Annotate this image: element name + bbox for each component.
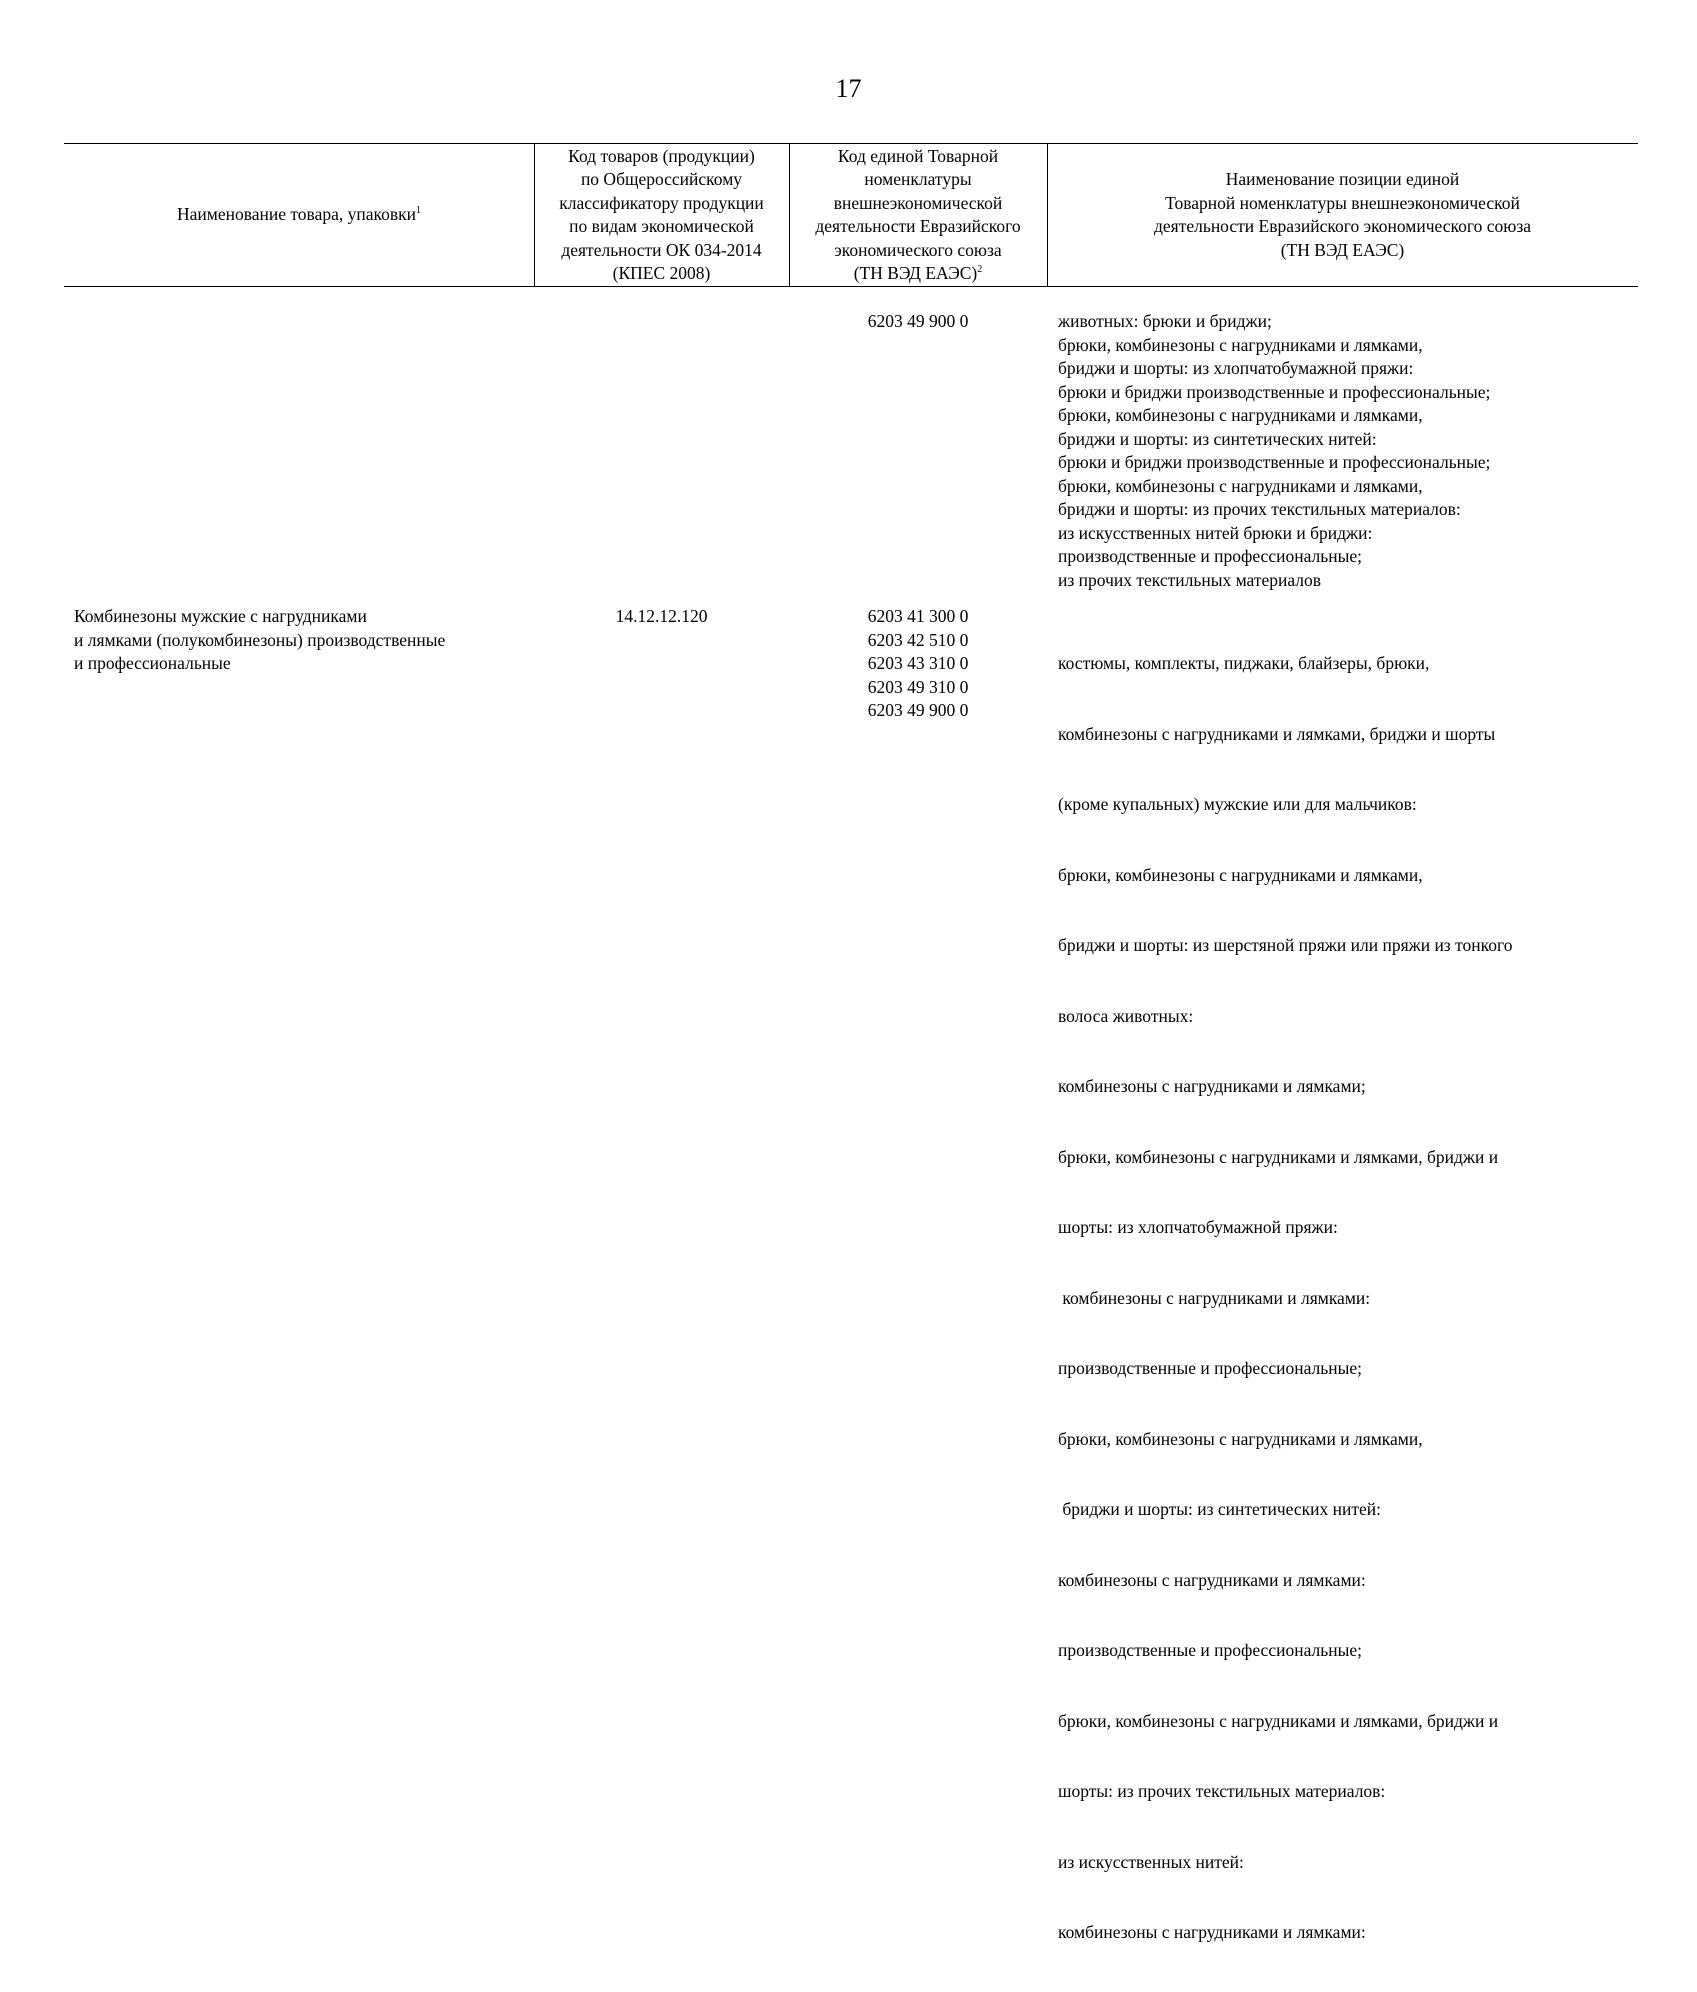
description-line: комбинезоны с нагрудниками и лямками: <box>1058 1287 1371 1308</box>
header-line: (КПЕС 2008) <box>612 263 711 283</box>
tnved-code: 6203 42 510 0 <box>867 629 969 650</box>
description-line: брюки, комбинезоны с нагрудниками и лямками, <box>1058 405 1423 425</box>
tnved-code: 6203 49 310 0 <box>867 676 969 697</box>
tnved-code: 6203 41 300 0 <box>867 606 969 626</box>
description-line: (кроме купальных) мужские или для мальчиков: <box>1058 794 1417 814</box>
header-line: экономического союза <box>834 239 1002 260</box>
footnote-1-marker: 1 <box>416 205 421 217</box>
header-line: по видам экономической <box>569 216 754 236</box>
description-line: брюки, комбинезоны с нагрудниками и лямками, <box>1058 475 1423 496</box>
table-body <box>64 287 1638 1942</box>
description-line: брюки, комбинезоны с нагрудниками и лямками, <box>1058 334 1423 355</box>
header-line: классификатору продукции <box>559 192 764 213</box>
header-line: Код единой Товарной <box>837 145 999 166</box>
description-line: бриджи и шорты: из шерстяной пряжи или пряжи из тонкого <box>1058 935 1513 955</box>
header-line: внешнеэкономической <box>833 192 1003 213</box>
header-line: номенклатуры <box>864 169 972 189</box>
header-line: деятельности Евразийского экономического союза <box>1153 216 1532 236</box>
goods-name-line: и профессиональные <box>74 653 231 673</box>
page-number: 17 <box>835 74 862 103</box>
description-line: из искусственных нитей брюки и бриджи: <box>1058 522 1373 543</box>
table-row-1-okpd-code <box>534 605 789 629</box>
description-line: комбинезоны с нагрудниками и лямками, бриджи и шорты <box>1058 723 1496 744</box>
header-line: Код товаров (продукции) <box>568 145 755 166</box>
tnved-code: 6203 49 900 0 <box>867 700 969 720</box>
description-line: бриджи и шорты: из синтетических нитей: <box>1058 1499 1381 1519</box>
description-line: комбинезоны с нагрудниками и лямками: <box>1058 1922 1366 1942</box>
header-line: деятельности Евразийского <box>815 216 1021 236</box>
header-line: (ТН ВЭД ЕАЭС) <box>1280 239 1405 260</box>
table-row-1-goods-name <box>74 605 445 676</box>
goods-name-line: и лямками (полукомбинезоны) производственные <box>74 629 446 650</box>
goods-table <box>64 143 1638 1942</box>
description-line: бриджи и шорты: из синтетических нитей: <box>1058 428 1377 449</box>
header-line: деятельности ОК 034-2014 <box>561 239 762 260</box>
header-goods-name <box>64 144 534 286</box>
description-line: бриджи и шорты: из прочих текстильных материалов: <box>1058 499 1461 519</box>
goods-name-line: Комбинезоны мужские с нагрудниками <box>74 606 367 626</box>
table-row-1-description <box>1058 605 1513 1992</box>
table-row-0-description <box>1058 310 1490 592</box>
description-line: брюки, комбинезоны с нагрудниками и лямками, <box>1058 1428 1423 1449</box>
description-line: брюки, комбинезоны с нагрудниками и лямками, <box>1058 864 1423 885</box>
tnved-code: 6203 43 310 0 <box>867 653 969 673</box>
header-line: (ТН ВЭД ЕАЭС) <box>853 263 978 283</box>
header-line: Наименование позиции единой <box>1225 169 1460 189</box>
header-okpd-code <box>534 144 789 286</box>
description-line: брюки и бриджи производственные и профессиональные; <box>1058 452 1491 472</box>
description-line: брюки, комбинезоны с нагрудниками и лямками, бриджи и <box>1058 1146 1499 1167</box>
description-line: из прочих текстильных материалов <box>1058 569 1322 590</box>
description-line: животных: брюки и бриджи; <box>1058 311 1272 331</box>
tnved-code: 6203 49 900 0 <box>867 311 969 331</box>
header-line: по Общероссийскому <box>580 169 743 189</box>
description-line: комбинезоны с нагрудниками и лямками; <box>1058 1076 1366 1096</box>
description-line: костюмы, комплекты, пиджаки, блайзеры, брюки, <box>1058 653 1430 673</box>
table-header <box>64 143 1638 287</box>
description-line: производственные и профессиональные; <box>1058 1640 1362 1660</box>
description-line: комбинезоны с нагрудниками и лямками: <box>1058 1569 1366 1590</box>
header-tnved-position-name <box>1047 144 1638 286</box>
okpd-code: 14.12.12.120 <box>615 606 708 626</box>
description-line: шорты: из хлопчатобумажной пряжи: <box>1058 1217 1338 1237</box>
description-line: производственные и профессиональные; <box>1058 1358 1362 1378</box>
description-line: брюки и бриджи производственные и профессиональные; <box>1058 381 1491 402</box>
description-line: шорты: из прочих текстильных материалов: <box>1058 1781 1386 1801</box>
table-row-0-tnved-codes <box>789 310 1047 334</box>
description-line: из искусственных нитей: <box>1058 1851 1244 1872</box>
table-row-1-tnved-codes <box>789 605 1047 723</box>
footnote-2-marker: 2 <box>977 264 983 276</box>
description-line: бриджи и шорты: из хлопчатобумажной пряжи: <box>1058 358 1414 378</box>
header-goods-name-text: Наименование товара, упаковки <box>176 204 416 225</box>
description-line: волоса животных: <box>1058 1005 1194 1026</box>
description-line: производственные и профессиональные; <box>1058 546 1362 566</box>
header-tnved-code <box>789 144 1047 286</box>
header-line: Товарной номенклатуры внешнеэкономической <box>1165 192 1520 213</box>
description-line: брюки, комбинезоны с нагрудниками и лямками, бриджи и <box>1058 1710 1499 1731</box>
